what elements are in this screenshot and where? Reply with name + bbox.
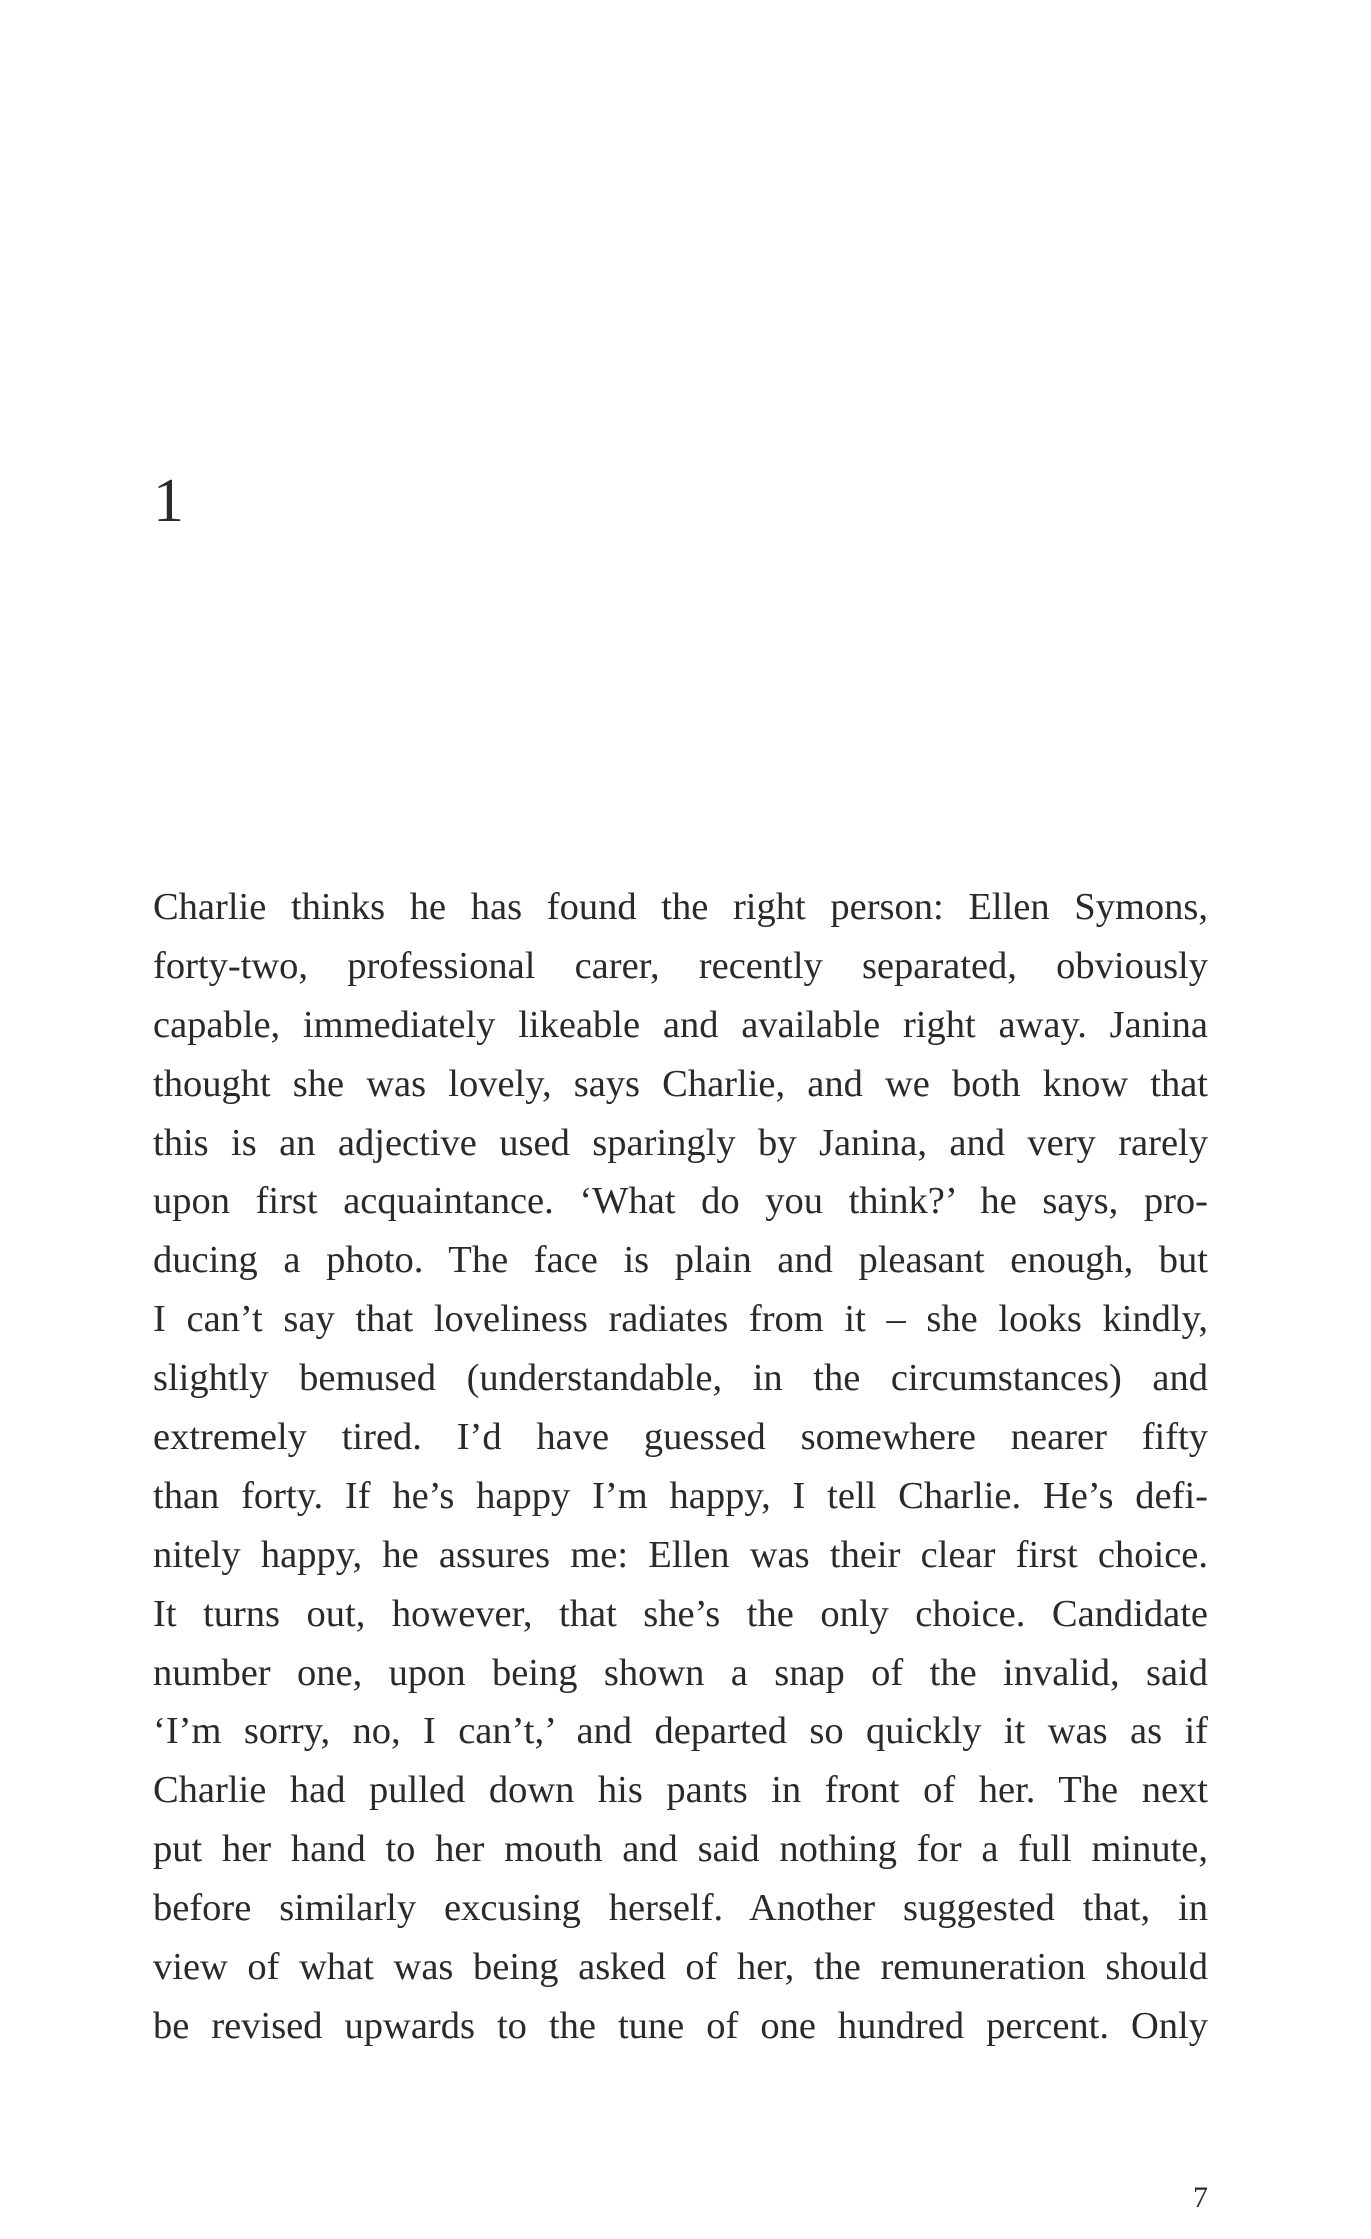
text-line: be revised upwards to the tune of one hundred percent. Only: [153, 2004, 1208, 2047]
text-line: view of what was being asked of her, the remuneration should: [153, 1946, 1208, 1989]
page-number: 7: [1193, 2181, 1208, 2214]
text-line: thought she was lovely, says Charlie, and we both know that: [153, 1062, 1208, 1105]
text-line: Charlie had pulled down his pants in front of her. The next: [153, 1769, 1208, 1812]
text-line: before similarly excusing herself. Another suggested that, in: [153, 1887, 1208, 1930]
text-line: extremely tired. I’d have guessed somewhere nearer fifty: [153, 1416, 1208, 1459]
text-line: forty-two, professional carer, recently separated, obviously: [153, 944, 1208, 987]
text-line: I can’t say that loveliness radiates from it – she looks kindly,: [153, 1298, 1208, 1341]
text-line: nitely happy, he assures me: Ellen was their clear first choice.: [153, 1533, 1208, 1576]
text-line: put her hand to her mouth and said nothing for a full minute,: [153, 1828, 1208, 1871]
body-text: [153, 878, 1208, 2056]
chapter-number: 1: [153, 467, 184, 535]
text-line: upon first acquaintance. ‘What do you think?’ he says, pro-: [153, 1180, 1208, 1223]
text-line: slightly bemused (understandable, in the circumstances) and: [153, 1357, 1208, 1400]
text-line: It turns out, however, that she’s the only choice. Candidate: [153, 1592, 1208, 1635]
text-line: number one, upon being shown a snap of the invalid, said: [153, 1651, 1208, 1694]
text-line: ‘I’m sorry, no, I can’t,’ and departed so quickly it was as if: [153, 1710, 1208, 1753]
text-line: capable, immediately likeable and available right away. Janina: [153, 1003, 1208, 1046]
text-line: Charlie thinks he has found the right person: Ellen Symons,: [153, 886, 1208, 928]
text-line: ducing a photo. The face is plain and pleasant enough, but: [153, 1239, 1208, 1282]
text-line: this is an adjective used sparingly by Janina, and very rarely: [153, 1121, 1208, 1164]
text-line: than forty. If he’s happy I’m happy, I tell Charlie. He’s defi-: [153, 1474, 1208, 1517]
